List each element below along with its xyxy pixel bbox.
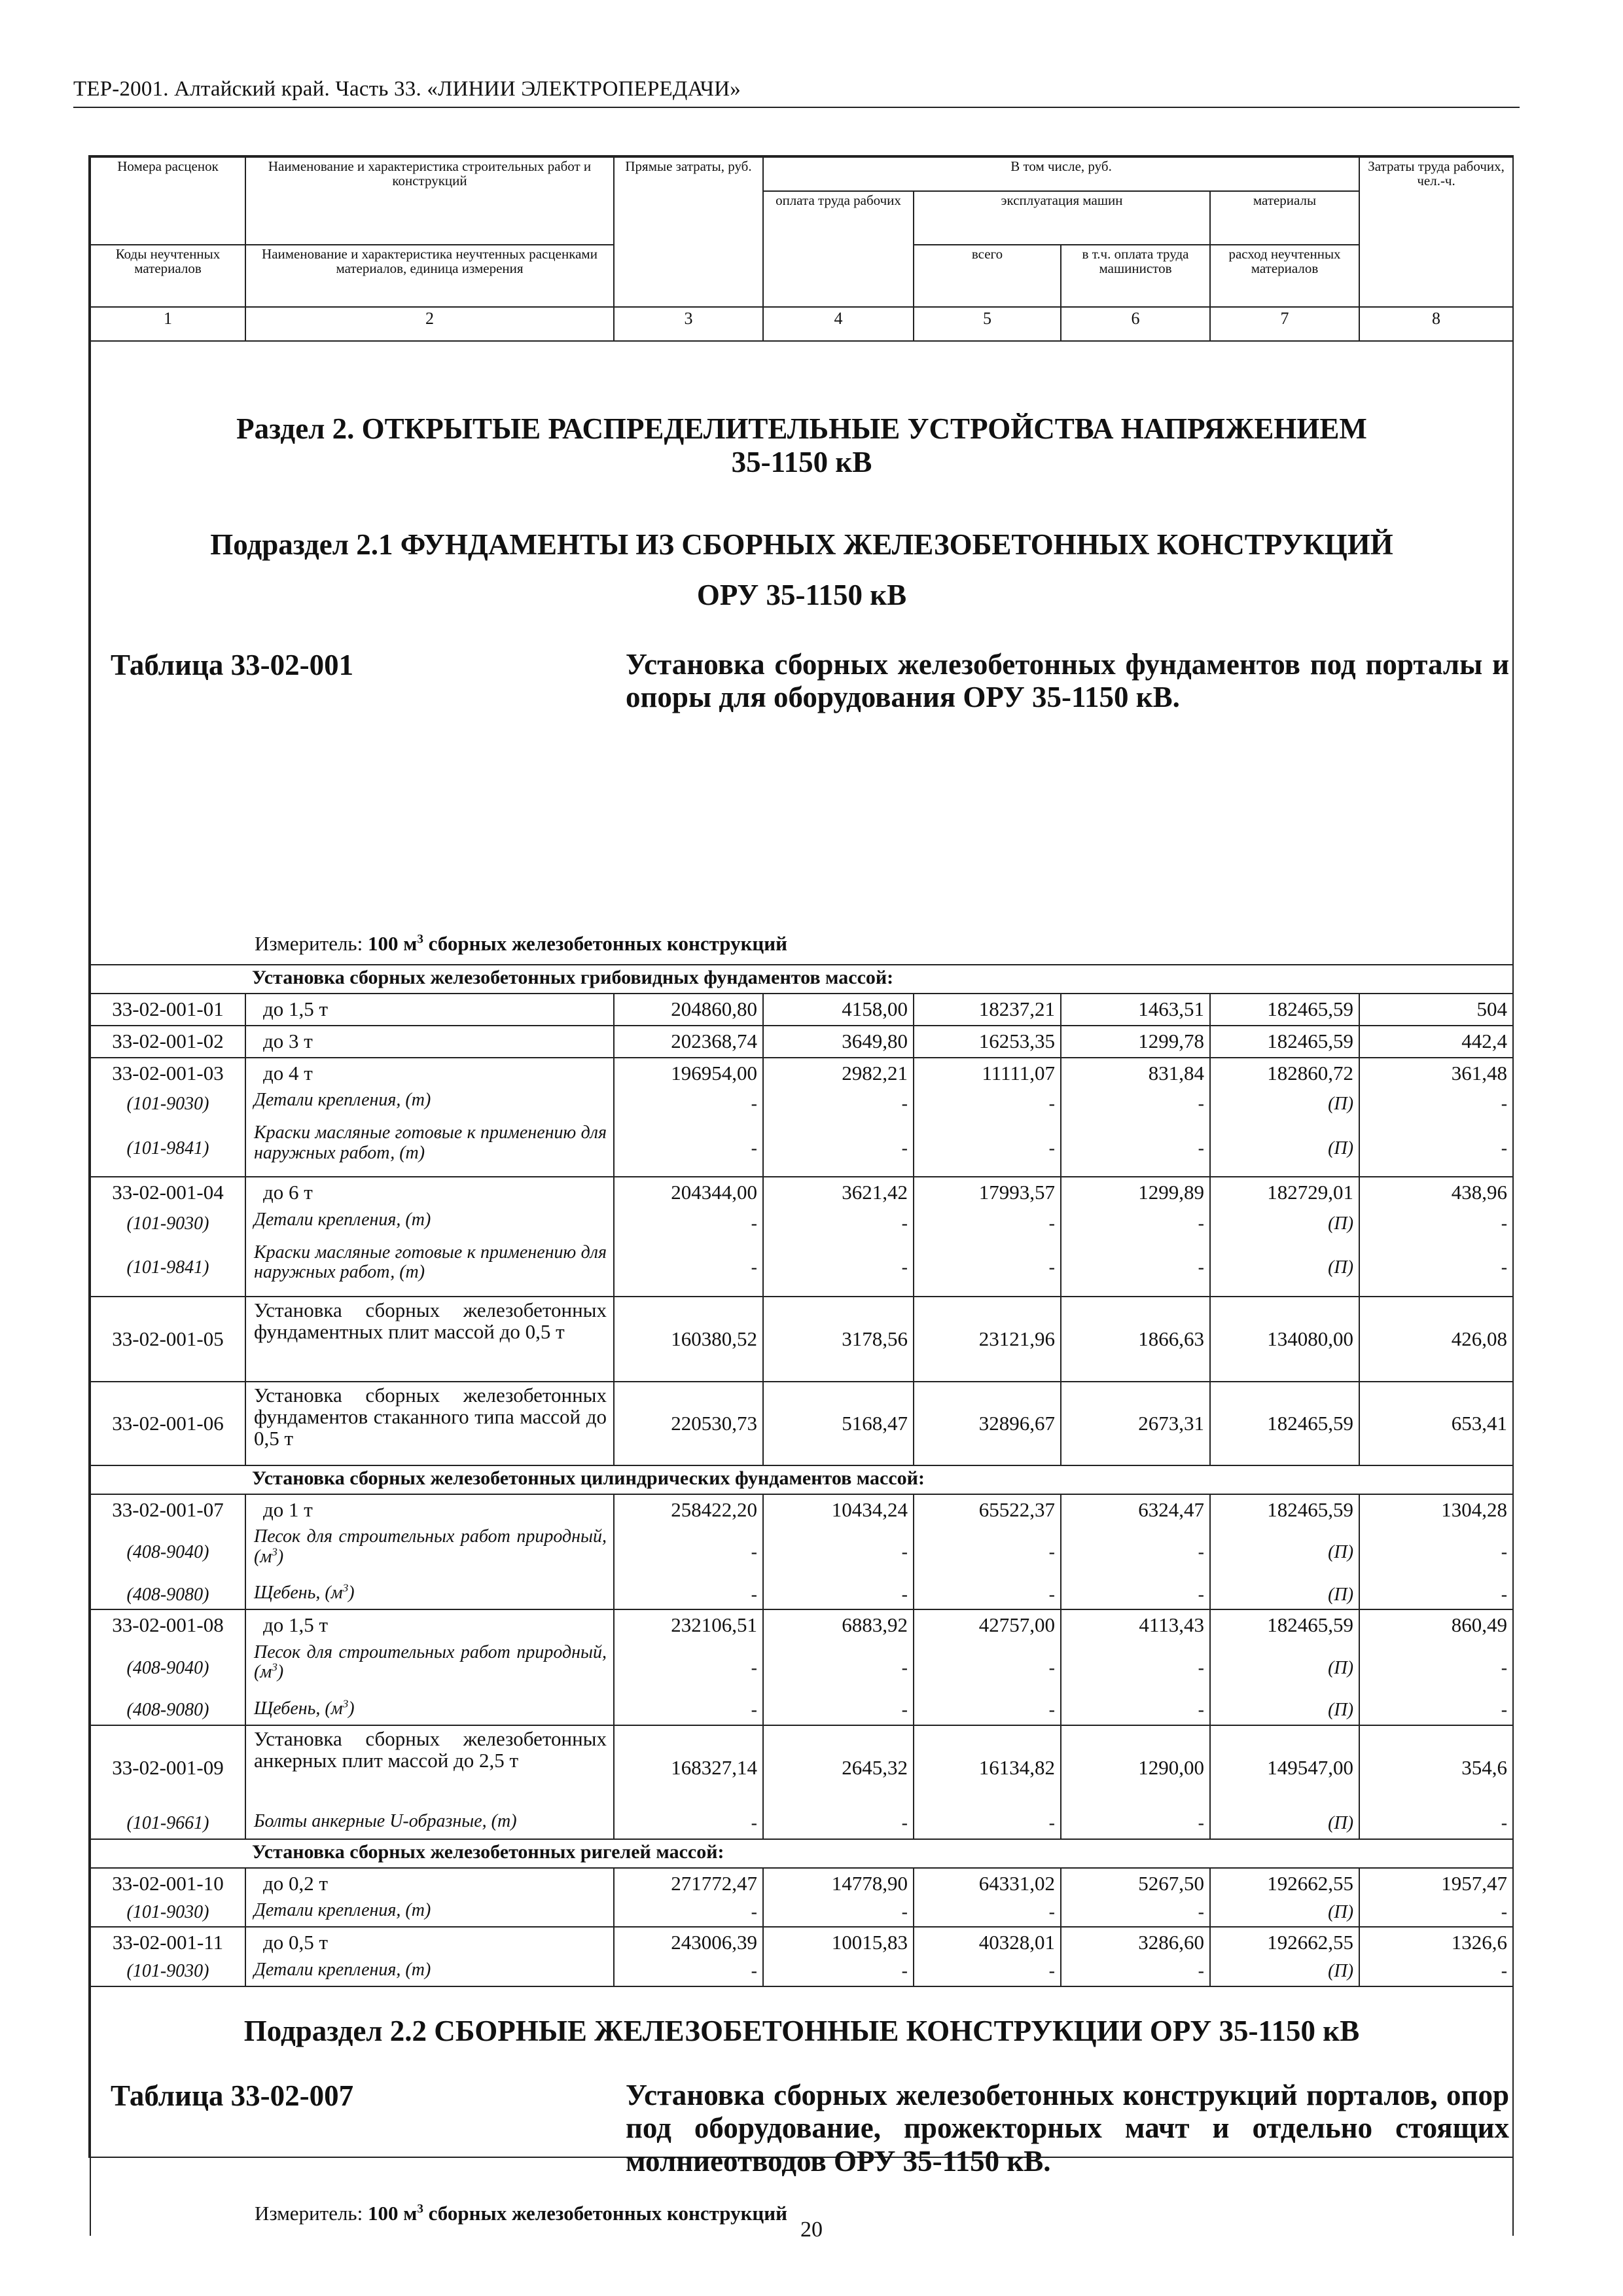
labor-cost: 3621,42 bbox=[763, 1177, 914, 1207]
material-code: (408-9080) bbox=[90, 1581, 245, 1609]
material-name bbox=[245, 1524, 614, 1581]
machine-cost: 16134,82 bbox=[914, 1725, 1061, 1809]
col8-header: Затраты труда рабочих, чел.-ч. bbox=[1359, 157, 1513, 307]
rate-code: 33-02-001-03 bbox=[90, 1058, 245, 1088]
table-row bbox=[90, 1494, 1513, 1524]
dash-cell: - bbox=[1359, 1240, 1513, 1297]
unit-label: Измеритель: bbox=[255, 2201, 363, 2225]
material-row bbox=[90, 1088, 1513, 1121]
next-subsection bbox=[90, 1986, 1513, 2236]
header-rule bbox=[73, 107, 1520, 108]
col-number: 3 bbox=[614, 307, 763, 341]
incl-header: В том числе, руб. bbox=[763, 157, 1359, 191]
material-flag: (П) bbox=[1210, 1208, 1359, 1240]
header-row-1 bbox=[90, 157, 1513, 191]
direct-cost: 204344,00 bbox=[614, 1177, 763, 1207]
section-title-line1: Раздел 2. ОТКРЫТЫЕ РАСПРЕДЕЛИТЕЛЬНЫЕ УСТРОЙСТВА НАПРЯЖЕНИЕМ bbox=[236, 412, 1367, 445]
dash-cell: - bbox=[1359, 1524, 1513, 1581]
col2-header-a: Наименование и характеристика строительных работ и конструкций bbox=[245, 157, 614, 245]
dash-cell: - bbox=[1061, 1240, 1210, 1297]
col3-header: Прямые затраты, руб. bbox=[614, 157, 763, 307]
table-row bbox=[90, 1177, 1513, 1207]
machine-labor: 5267,50 bbox=[1061, 1868, 1210, 1898]
material-close: ) bbox=[348, 1698, 355, 1719]
unit-value-post: сборных железобетонных конструкций bbox=[423, 2201, 788, 2225]
material-name: Детали крепления, (т) bbox=[245, 1088, 614, 1121]
dash-cell: - bbox=[914, 1809, 1061, 1839]
column-number-row bbox=[90, 307, 1513, 341]
col-number: 8 bbox=[1359, 307, 1513, 341]
dash-cell: - bbox=[1359, 1958, 1513, 1986]
material-row bbox=[90, 1121, 1513, 1177]
rate-code: 33-02-001-11 bbox=[90, 1927, 245, 1957]
unit-label: Измеритель: bbox=[255, 932, 363, 955]
col1-header-b: Коды неучтенных материалов bbox=[90, 245, 245, 307]
labor-hours: 438,96 bbox=[1359, 1177, 1513, 1207]
material-flag: (П) bbox=[1210, 1809, 1359, 1839]
dash-cell: - bbox=[614, 1524, 763, 1581]
rate-name: Установка сборных железобетонных анкерных плит массой до 2,5 т bbox=[245, 1725, 614, 1809]
dash-cell: - bbox=[1359, 1088, 1513, 1121]
table-row bbox=[90, 1297, 1513, 1382]
material-row bbox=[90, 1696, 1513, 1725]
material-flag: (П) bbox=[1210, 1088, 1359, 1121]
machine-labor: 831,84 bbox=[1061, 1058, 1210, 1088]
material-row bbox=[90, 1208, 1513, 1240]
materials-header: материалы bbox=[1210, 191, 1359, 245]
machine-labor: 6324,47 bbox=[1061, 1494, 1210, 1524]
dash-cell: - bbox=[914, 1240, 1061, 1297]
section-title bbox=[91, 412, 1512, 479]
machine-labor: 1299,78 bbox=[1061, 1026, 1210, 1058]
group-heading-spacer bbox=[90, 1465, 245, 1494]
rate-code: 33-02-001-09 bbox=[90, 1725, 245, 1809]
rate-code: 33-02-001-07 bbox=[90, 1494, 245, 1524]
dash-cell: - bbox=[614, 1696, 763, 1725]
table-row bbox=[90, 1382, 1513, 1465]
dash-cell: - bbox=[763, 1809, 914, 1839]
material-name-text: Щебень, (м bbox=[254, 1698, 343, 1719]
rate-name: Установка сборных железобетонных фундаментных плит массой до 0,5 т bbox=[245, 1297, 614, 1382]
material-name-text: Песок для строительных работ природный, (м bbox=[254, 1526, 607, 1567]
material-name bbox=[245, 1640, 614, 1696]
dash-cell: - bbox=[763, 1524, 914, 1581]
materials-cost: 182729,01 bbox=[1210, 1177, 1359, 1207]
dash-cell: - bbox=[1359, 1581, 1513, 1609]
dash-cell: - bbox=[1061, 1581, 1210, 1609]
material-close: ) bbox=[277, 1662, 284, 1683]
dash-cell: - bbox=[914, 1208, 1061, 1240]
materials-cost: 182465,59 bbox=[1210, 1026, 1359, 1058]
machine-labor: 1299,89 bbox=[1061, 1177, 1210, 1207]
dash-cell: - bbox=[1061, 1088, 1210, 1121]
col5-header: всего bbox=[914, 245, 1061, 307]
material-sup: 3 bbox=[272, 1660, 277, 1674]
rate-name: до 6 т bbox=[245, 1177, 614, 1207]
material-name: Краски масляные готовые к применению для наружных работ, (т) bbox=[245, 1240, 614, 1297]
group-heading: Установка сборных железобетонных цилиндрических фундаментов массой: bbox=[245, 1465, 1513, 1494]
col4-header: оплата труда рабочих bbox=[763, 191, 914, 307]
material-code: (408-9080) bbox=[90, 1696, 245, 1725]
col6-header: в т.ч. оплата труда машинистов bbox=[1061, 245, 1210, 307]
material-code: (408-9040) bbox=[90, 1524, 245, 1581]
intro-row bbox=[90, 341, 1513, 965]
dash-cell: - bbox=[1061, 1958, 1210, 1986]
dash-cell: - bbox=[614, 1581, 763, 1609]
dash-cell: - bbox=[914, 1898, 1061, 1927]
materials-cost: 192662,55 bbox=[1210, 1868, 1359, 1898]
group-heading-row bbox=[90, 965, 1513, 994]
rate-code: 33-02-001-02 bbox=[90, 1026, 245, 1058]
group-heading-spacer bbox=[90, 965, 245, 994]
dash-cell: - bbox=[763, 1240, 914, 1297]
table-number: Таблица 33-02-001 bbox=[111, 649, 354, 681]
group-heading-row bbox=[90, 1465, 1513, 1494]
materials-cost: 182465,59 bbox=[1210, 994, 1359, 1026]
dash-cell: - bbox=[614, 1958, 763, 1986]
material-code: (101-9030) bbox=[90, 1898, 245, 1927]
direct-cost: 168327,14 bbox=[614, 1725, 763, 1809]
subsection1-line1: Подраздел 2.1 ФУНДАМЕНТЫ ИЗ СБОРНЫХ ЖЕЛЕЗОБЕТОННЫХ КОНСТРУКЦИЙ bbox=[210, 528, 1393, 561]
material-flag: (П) bbox=[1210, 1958, 1359, 1986]
rate-name: Установка сборных железобетонных фундаментов стаканного типа массой до 0,5 т bbox=[245, 1382, 614, 1465]
machine-cost: 64331,02 bbox=[914, 1868, 1061, 1898]
group-heading: Установка сборных железобетонных грибовидных фундаментов массой: bbox=[245, 965, 1513, 994]
dash-cell: - bbox=[1061, 1809, 1210, 1839]
dash-cell: - bbox=[914, 1524, 1061, 1581]
material-code: (101-9841) bbox=[90, 1240, 245, 1297]
material-name: Краски масляные готовые к применению для наружных работ, (т) bbox=[245, 1121, 614, 1177]
labor-hours: 1326,6 bbox=[1359, 1927, 1513, 1957]
labor-hours: 1304,28 bbox=[1359, 1494, 1513, 1524]
table-row bbox=[90, 1609, 1513, 1640]
unit-sup: 3 bbox=[417, 2202, 423, 2216]
dash-cell: - bbox=[914, 1121, 1061, 1177]
document-frame bbox=[88, 155, 1514, 2225]
materials-cost: 182465,59 bbox=[1210, 1382, 1359, 1465]
dash-cell: - bbox=[1061, 1524, 1210, 1581]
col-number: 5 bbox=[914, 307, 1061, 341]
material-sup: 3 bbox=[272, 1545, 277, 1558]
direct-cost: 220530,73 bbox=[614, 1382, 763, 1465]
table-row bbox=[90, 1725, 1513, 1809]
unit-value-post: сборных железобетонных конструкций bbox=[423, 932, 788, 955]
labor-hours: 442,4 bbox=[1359, 1026, 1513, 1058]
table2-number: Таблица 33-02-007 bbox=[111, 2079, 354, 2112]
material-row bbox=[90, 1240, 1513, 1297]
material-row bbox=[90, 1898, 1513, 1927]
rate-name: до 1,5 т bbox=[245, 994, 614, 1026]
dash-cell: - bbox=[1359, 1898, 1513, 1927]
direct-cost: 243006,39 bbox=[614, 1927, 763, 1957]
machine-cost: 32896,67 bbox=[914, 1382, 1061, 1465]
dash-cell: - bbox=[1061, 1121, 1210, 1177]
dash-cell: - bbox=[614, 1809, 763, 1839]
material-code: (101-9841) bbox=[90, 1121, 245, 1177]
price-table bbox=[90, 156, 1514, 2236]
machine-cost: 65522,37 bbox=[914, 1494, 1061, 1524]
labor-cost: 2982,21 bbox=[763, 1058, 914, 1088]
col-number: 7 bbox=[1210, 307, 1359, 341]
dash-cell: - bbox=[763, 1088, 914, 1121]
material-code: (101-9030) bbox=[90, 1088, 245, 1121]
labor-hours: 426,08 bbox=[1359, 1297, 1513, 1382]
rate-code: 33-02-001-06 bbox=[90, 1382, 245, 1465]
machines-header: эксплуатация машин bbox=[914, 191, 1210, 245]
rate-name: до 1,5 т bbox=[245, 1609, 614, 1640]
material-row bbox=[90, 1958, 1513, 1986]
dash-cell: - bbox=[614, 1088, 763, 1121]
material-name: Болты анкерные U-образные, (т) bbox=[245, 1809, 614, 1839]
dash-cell: - bbox=[614, 1640, 763, 1696]
machine-labor: 3286,60 bbox=[1061, 1927, 1210, 1957]
machine-labor: 1866,63 bbox=[1061, 1297, 1210, 1382]
unit-value: 100 м bbox=[367, 932, 418, 955]
material-flag: (П) bbox=[1210, 1898, 1359, 1927]
machine-cost: 18237,21 bbox=[914, 994, 1061, 1026]
machine-cost: 17993,57 bbox=[914, 1177, 1061, 1207]
dash-cell: - bbox=[763, 1958, 914, 1986]
machine-cost: 42757,00 bbox=[914, 1609, 1061, 1640]
machine-labor: 4113,43 bbox=[1061, 1609, 1210, 1640]
dash-cell: - bbox=[914, 1088, 1061, 1121]
group-heading-row bbox=[90, 1839, 1513, 1868]
material-name: Детали крепления, (т) bbox=[245, 1898, 614, 1927]
col-number: 2 bbox=[245, 307, 614, 341]
running-head: ТЕР-2001. Алтайский край. Часть 33. «ЛИНИИ ЭЛЕКТРОПЕРЕДАЧИ» bbox=[73, 77, 741, 101]
labor-hours: 653,41 bbox=[1359, 1382, 1513, 1465]
table-row bbox=[90, 1868, 1513, 1898]
dash-cell: - bbox=[1061, 1208, 1210, 1240]
labor-cost: 10434,24 bbox=[763, 1494, 914, 1524]
dash-cell: - bbox=[1061, 1898, 1210, 1927]
col1-header-a: Номера расценок bbox=[90, 157, 245, 245]
machine-labor: 1463,51 bbox=[1061, 994, 1210, 1026]
dash-cell: - bbox=[614, 1898, 763, 1927]
rate-code: 33-02-001-08 bbox=[90, 1609, 245, 1640]
col7-header: расход неучтенных материалов bbox=[1210, 245, 1359, 307]
material-name: Детали крепления, (т) bbox=[245, 1208, 614, 1240]
col-number: 4 bbox=[763, 307, 914, 341]
materials-cost: 134080,00 bbox=[1210, 1297, 1359, 1382]
table-row bbox=[90, 1026, 1513, 1058]
labor-hours: 860,49 bbox=[1359, 1609, 1513, 1640]
dash-cell: - bbox=[1359, 1208, 1513, 1240]
labor-cost: 14778,90 bbox=[763, 1868, 914, 1898]
rate-code: 33-02-001-10 bbox=[90, 1868, 245, 1898]
materials-cost: 192662,55 bbox=[1210, 1927, 1359, 1957]
labor-cost: 4158,00 bbox=[763, 994, 914, 1026]
direct-cost: 160380,52 bbox=[614, 1297, 763, 1382]
table-row bbox=[90, 1058, 1513, 1088]
machine-labor: 2673,31 bbox=[1061, 1382, 1210, 1465]
rate-name: до 3 т bbox=[245, 1026, 614, 1058]
unit-sup: 3 bbox=[417, 932, 423, 946]
machine-cost: 23121,96 bbox=[914, 1297, 1061, 1382]
machine-cost: 11111,07 bbox=[914, 1058, 1061, 1088]
direct-cost: 204860,80 bbox=[614, 994, 763, 1026]
dash-cell: - bbox=[763, 1121, 914, 1177]
dash-cell: - bbox=[1061, 1696, 1210, 1725]
material-row bbox=[90, 1524, 1513, 1581]
dash-cell: - bbox=[763, 1208, 914, 1240]
dash-cell: - bbox=[1359, 1640, 1513, 1696]
tail-row bbox=[90, 1986, 1513, 2236]
dash-cell: - bbox=[763, 1696, 914, 1725]
material-close: ) bbox=[277, 1546, 284, 1567]
material-row bbox=[90, 1809, 1513, 1839]
labor-hours: 1957,47 bbox=[1359, 1868, 1513, 1898]
group-heading-spacer bbox=[90, 1839, 245, 1868]
direct-cost: 258422,20 bbox=[614, 1494, 763, 1524]
labor-cost: 2645,32 bbox=[763, 1725, 914, 1809]
material-flag: (П) bbox=[1210, 1121, 1359, 1177]
material-code: (101-9030) bbox=[90, 1958, 245, 1986]
labor-hours: 354,6 bbox=[1359, 1725, 1513, 1809]
material-row bbox=[90, 1640, 1513, 1696]
dash-cell: - bbox=[614, 1121, 763, 1177]
labor-cost: 6883,92 bbox=[763, 1609, 914, 1640]
dash-cell: - bbox=[1359, 1696, 1513, 1725]
unit-of-measure bbox=[255, 932, 787, 956]
labor-hours: 361,48 bbox=[1359, 1058, 1513, 1088]
material-sup: 3 bbox=[342, 1697, 349, 1710]
labor-hours: 504 bbox=[1359, 994, 1513, 1026]
rate-name: до 4 т bbox=[245, 1058, 614, 1088]
dash-cell: - bbox=[614, 1240, 763, 1297]
material-code: (408-9040) bbox=[90, 1640, 245, 1696]
material-sup: 3 bbox=[342, 1582, 349, 1595]
unit-value: 100 м bbox=[367, 2201, 418, 2225]
col-number: 1 bbox=[90, 307, 245, 341]
materials-cost: 182465,59 bbox=[1210, 1494, 1359, 1524]
dash-cell: - bbox=[914, 1958, 1061, 1986]
dash-cell: - bbox=[763, 1898, 914, 1927]
rate-code: 33-02-001-01 bbox=[90, 994, 245, 1026]
dash-cell: - bbox=[914, 1581, 1061, 1609]
material-name-text: Песок для строительных работ природный, (м bbox=[254, 1641, 607, 1683]
subsection-title bbox=[91, 528, 1512, 612]
col-number: 6 bbox=[1061, 307, 1210, 341]
materials-cost: 182860,72 bbox=[1210, 1058, 1359, 1088]
labor-cost: 10015,83 bbox=[763, 1927, 914, 1957]
material-flag: (П) bbox=[1210, 1640, 1359, 1696]
material-name bbox=[245, 1581, 614, 1609]
dash-cell: - bbox=[763, 1640, 914, 1696]
section-intro bbox=[90, 341, 1513, 965]
rate-name: до 1 т bbox=[245, 1494, 614, 1524]
material-row bbox=[90, 1581, 1513, 1609]
material-name-text: Щебень, (м bbox=[254, 1583, 343, 1604]
dash-cell: - bbox=[763, 1581, 914, 1609]
materials-cost: 182465,59 bbox=[1210, 1609, 1359, 1640]
rate-code: 33-02-001-04 bbox=[90, 1177, 245, 1207]
dash-cell: - bbox=[914, 1640, 1061, 1696]
labor-cost: 3649,80 bbox=[763, 1026, 914, 1058]
labor-cost: 5168,47 bbox=[763, 1382, 914, 1465]
dash-cell: - bbox=[1359, 1809, 1513, 1839]
materials-cost: 149547,00 bbox=[1210, 1725, 1359, 1809]
material-name: Детали крепления, (т) bbox=[245, 1958, 614, 1986]
section-title-line2: 35-1150 кВ bbox=[731, 445, 872, 478]
group-heading: Установка сборных железобетонных ригелей массой: bbox=[245, 1839, 1513, 1868]
col2-header-b: Наименование и характеристика неучтенных расценками материалов, единица измерения bbox=[245, 245, 614, 307]
machine-labor: 1290,00 bbox=[1061, 1725, 1210, 1809]
direct-cost: 232106,51 bbox=[614, 1609, 763, 1640]
direct-cost: 196954,00 bbox=[614, 1058, 763, 1088]
material-flag: (П) bbox=[1210, 1240, 1359, 1297]
material-close: ) bbox=[348, 1583, 355, 1604]
material-name bbox=[245, 1696, 614, 1725]
material-flag: (П) bbox=[1210, 1524, 1359, 1581]
machine-cost: 40328,01 bbox=[914, 1927, 1061, 1957]
subsection1-line2: ОРУ 35-1150 кВ bbox=[696, 578, 907, 611]
direct-cost: 271772,47 bbox=[614, 1868, 763, 1898]
material-code: (101-9661) bbox=[90, 1809, 245, 1839]
rate-name: до 0,5 т bbox=[245, 1927, 614, 1957]
machine-cost: 16253,35 bbox=[914, 1026, 1061, 1058]
direct-cost: 202368,74 bbox=[614, 1026, 763, 1058]
dash-cell: - bbox=[1061, 1640, 1210, 1696]
dash-cell: - bbox=[1359, 1121, 1513, 1177]
labor-cost: 3178,56 bbox=[763, 1297, 914, 1382]
page-number: 20 bbox=[800, 2217, 823, 2242]
dash-cell: - bbox=[914, 1696, 1061, 1725]
material-flag: (П) bbox=[1210, 1696, 1359, 1725]
table-row bbox=[90, 1927, 1513, 1957]
table-row bbox=[90, 994, 1513, 1026]
rate-name: до 0,2 т bbox=[245, 1868, 614, 1898]
rate-code: 33-02-001-05 bbox=[90, 1297, 245, 1382]
material-code: (101-9030) bbox=[90, 1208, 245, 1240]
table2-title: Установка сборных железобетонных конструкций порталов, опор под оборудование, прожекторных мачт и отдельно стоящих молниеотводов ОРУ 35-1150 кВ. bbox=[626, 2078, 1509, 2178]
table-title: Установка сборных железобетонных фундаментов под порталы и опоры для оборудования ОРУ 35-1150 кВ. bbox=[626, 648, 1509, 714]
material-flag: (П) bbox=[1210, 1581, 1359, 1609]
dash-cell: - bbox=[614, 1208, 763, 1240]
subsection2-title: Подраздел 2.2 СБОРНЫЕ ЖЕЛЕЗОБЕТОННЫЕ КОНСТРУКЦИИ ОРУ 35-1150 кВ bbox=[243, 2014, 1360, 2047]
